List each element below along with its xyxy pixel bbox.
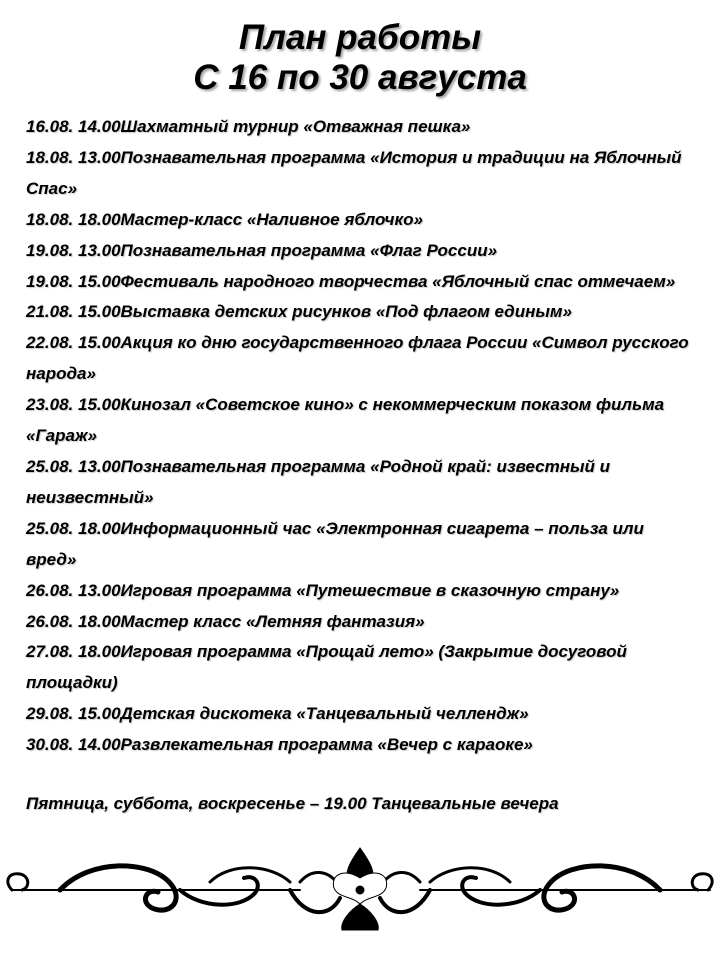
page-title: [0, 18, 720, 98]
schedule-entry: 29.08. 15.00Детская дискотека «Танцевальный челлендж»: [26, 704, 529, 724]
schedule-list: [26, 112, 698, 761]
schedule-entry: 19.08. 15.00Фестиваль народного творчества «Яблочный спас отмечаем»: [26, 271, 676, 291]
flourish-divider-icon: [0, 838, 720, 938]
schedule-entry: 25.08. 18.00Информационный час «Электронная сигарета – польза или вред»: [26, 518, 644, 569]
schedule-entry: 18.08. 13.00Познавательная программа «История и традиции на Яблочный Спас»: [26, 147, 682, 198]
schedule-entry: 21.08. 15.00Выставка детских рисунков «Под флагом единым»: [26, 302, 572, 322]
schedule-entry: 26.08. 13.00Игровая программа «Путешествие в сказочную страну»: [26, 580, 620, 600]
schedule-entry: 30.08. 14.00Развлекательная программа «Вечер с караоке»: [26, 735, 533, 755]
weekend-note: Пятница, суббота, воскресенье – 19.00 Танцевальные вечера: [26, 794, 559, 813]
schedule-entry: 25.08. 13.00Познавательная программа «Родной край: известный и неизвестный»: [26, 456, 610, 507]
schedule-entry: 22.08. 15.00Акция ко дню государственного флага России «Символ русского народа»: [26, 333, 689, 384]
schedule-entry: 27.08. 18.00Игровая программа «Прощай лето» (Закрытие досуговой площадки): [26, 642, 627, 693]
schedule-entry: 18.08. 18.00Мастер-класс «Наливное яблочко»: [26, 209, 423, 229]
title-line-2: С 16 по 30 августа: [193, 58, 527, 97]
title-line-1: План работы: [238, 18, 482, 57]
schedule-entry: 23.08. 15.00Кинозал «Советское кино» с некоммерческим показом фильма «Гараж»: [26, 395, 665, 446]
schedule-entry: 16.08. 14.00Шахматный турнир «Отважная пешка»: [26, 117, 471, 136]
schedule-entry: 19.08. 13.00Познавательная программа «Флаг России»: [26, 240, 498, 260]
schedule-entry: 26.08. 18.00Мастер класс «Летняя фантазия»: [26, 611, 425, 631]
